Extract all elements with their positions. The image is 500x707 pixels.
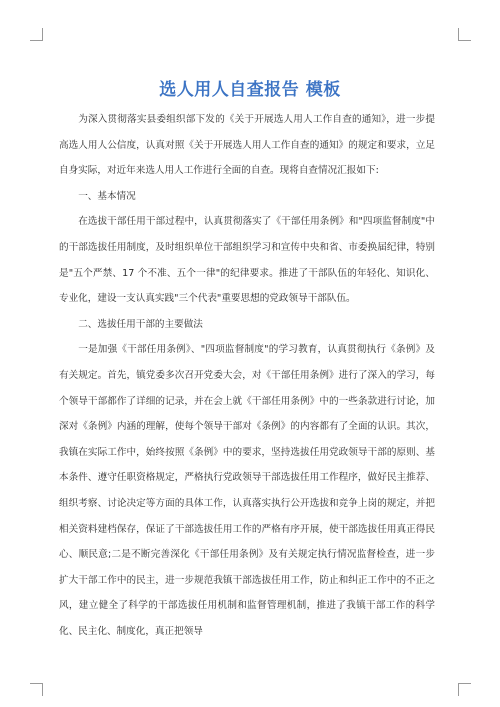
document-title: 选人用人自查报告 模板 <box>159 80 341 101</box>
paragraph-intro: 为深入贯彻落实县委组织部下发的《关于开展选人用人工作自查的通知》，进一步提高选人用人公信度，认真对照《关于开展选人用人工作自查的通知》的规定和要求，立足自身实际，对近年来选人用人工作进行全面的自查。现将自查情况汇报如下: <box>59 114 435 177</box>
paragraph-basic-situation: 在选拔干部任用干部过程中，认真贯彻落实了《干部任用条例》和"四项监督制度"中的干部选拔任用制度，及时组织单位干部组织学习和宣传中央和省、市委换届纪律，特别是"五个严禁、17 个不准、五个一律"的纪律要求。推进了干部队伍的年轻化、知识化、专业化，建设一支认真实践"三个代表"重要思想的党政领导干部队伍。 <box>59 216 435 305</box>
crop-mark-top-left <box>30 28 43 41</box>
section-heading-main-practices: 二、选拔任用干部的主要做法 <box>78 318 203 330</box>
crop-mark-bottom-right <box>458 683 471 696</box>
crop-mark-top-right <box>458 28 471 41</box>
paragraph-main-practices: 一是加强《干部任用条例》、"四项监督制度"的学习教育，认真贯彻执行《条例》及有关规定。首先，镇党委多次召开党委大会，对《干部任用条例》进行了深入的学习，每个领导干部都作了详细的记录，并在会上就《干部任用条例》中的一些条款进行讨论，加深对《条例》内涵的理解，使每个领导干部对《条例》的内容都有了全面的认识。其次，我镇在实际工作中，始终按照《条例》中的要求，坚持选拔任用党政领导干部的原则、基本条件、遵守任职资格规定，严格执行党政领导干部选拔任用工作程序，做好民主推荐、组织考察、讨论决定等方面的具体工作，认真落实执行公开选拔和竞争上岗的规定，并把相关资料建档保存，保证了干部选拔任用工作的严格有序开展，使干部选拔任用真正得民心、顺民意;二是不断完善深化《干部任用条例》及有关规定执行情况监督检查，进一步扩大干部工作中的民主，进一步规范我镇干部选拔任用工作，防止和纠正工作中的不正之风，建立健全了科学的干部选拔任用机制和监督管理机制，推进了我镇干部工作的科学化、民主化、制度化，真正把领导 <box>59 344 435 637</box>
crop-mark-bottom-left <box>30 683 43 696</box>
section-heading-basic-situation: 一、基本情况 <box>78 190 136 202</box>
document-body <box>59 107 435 644</box>
